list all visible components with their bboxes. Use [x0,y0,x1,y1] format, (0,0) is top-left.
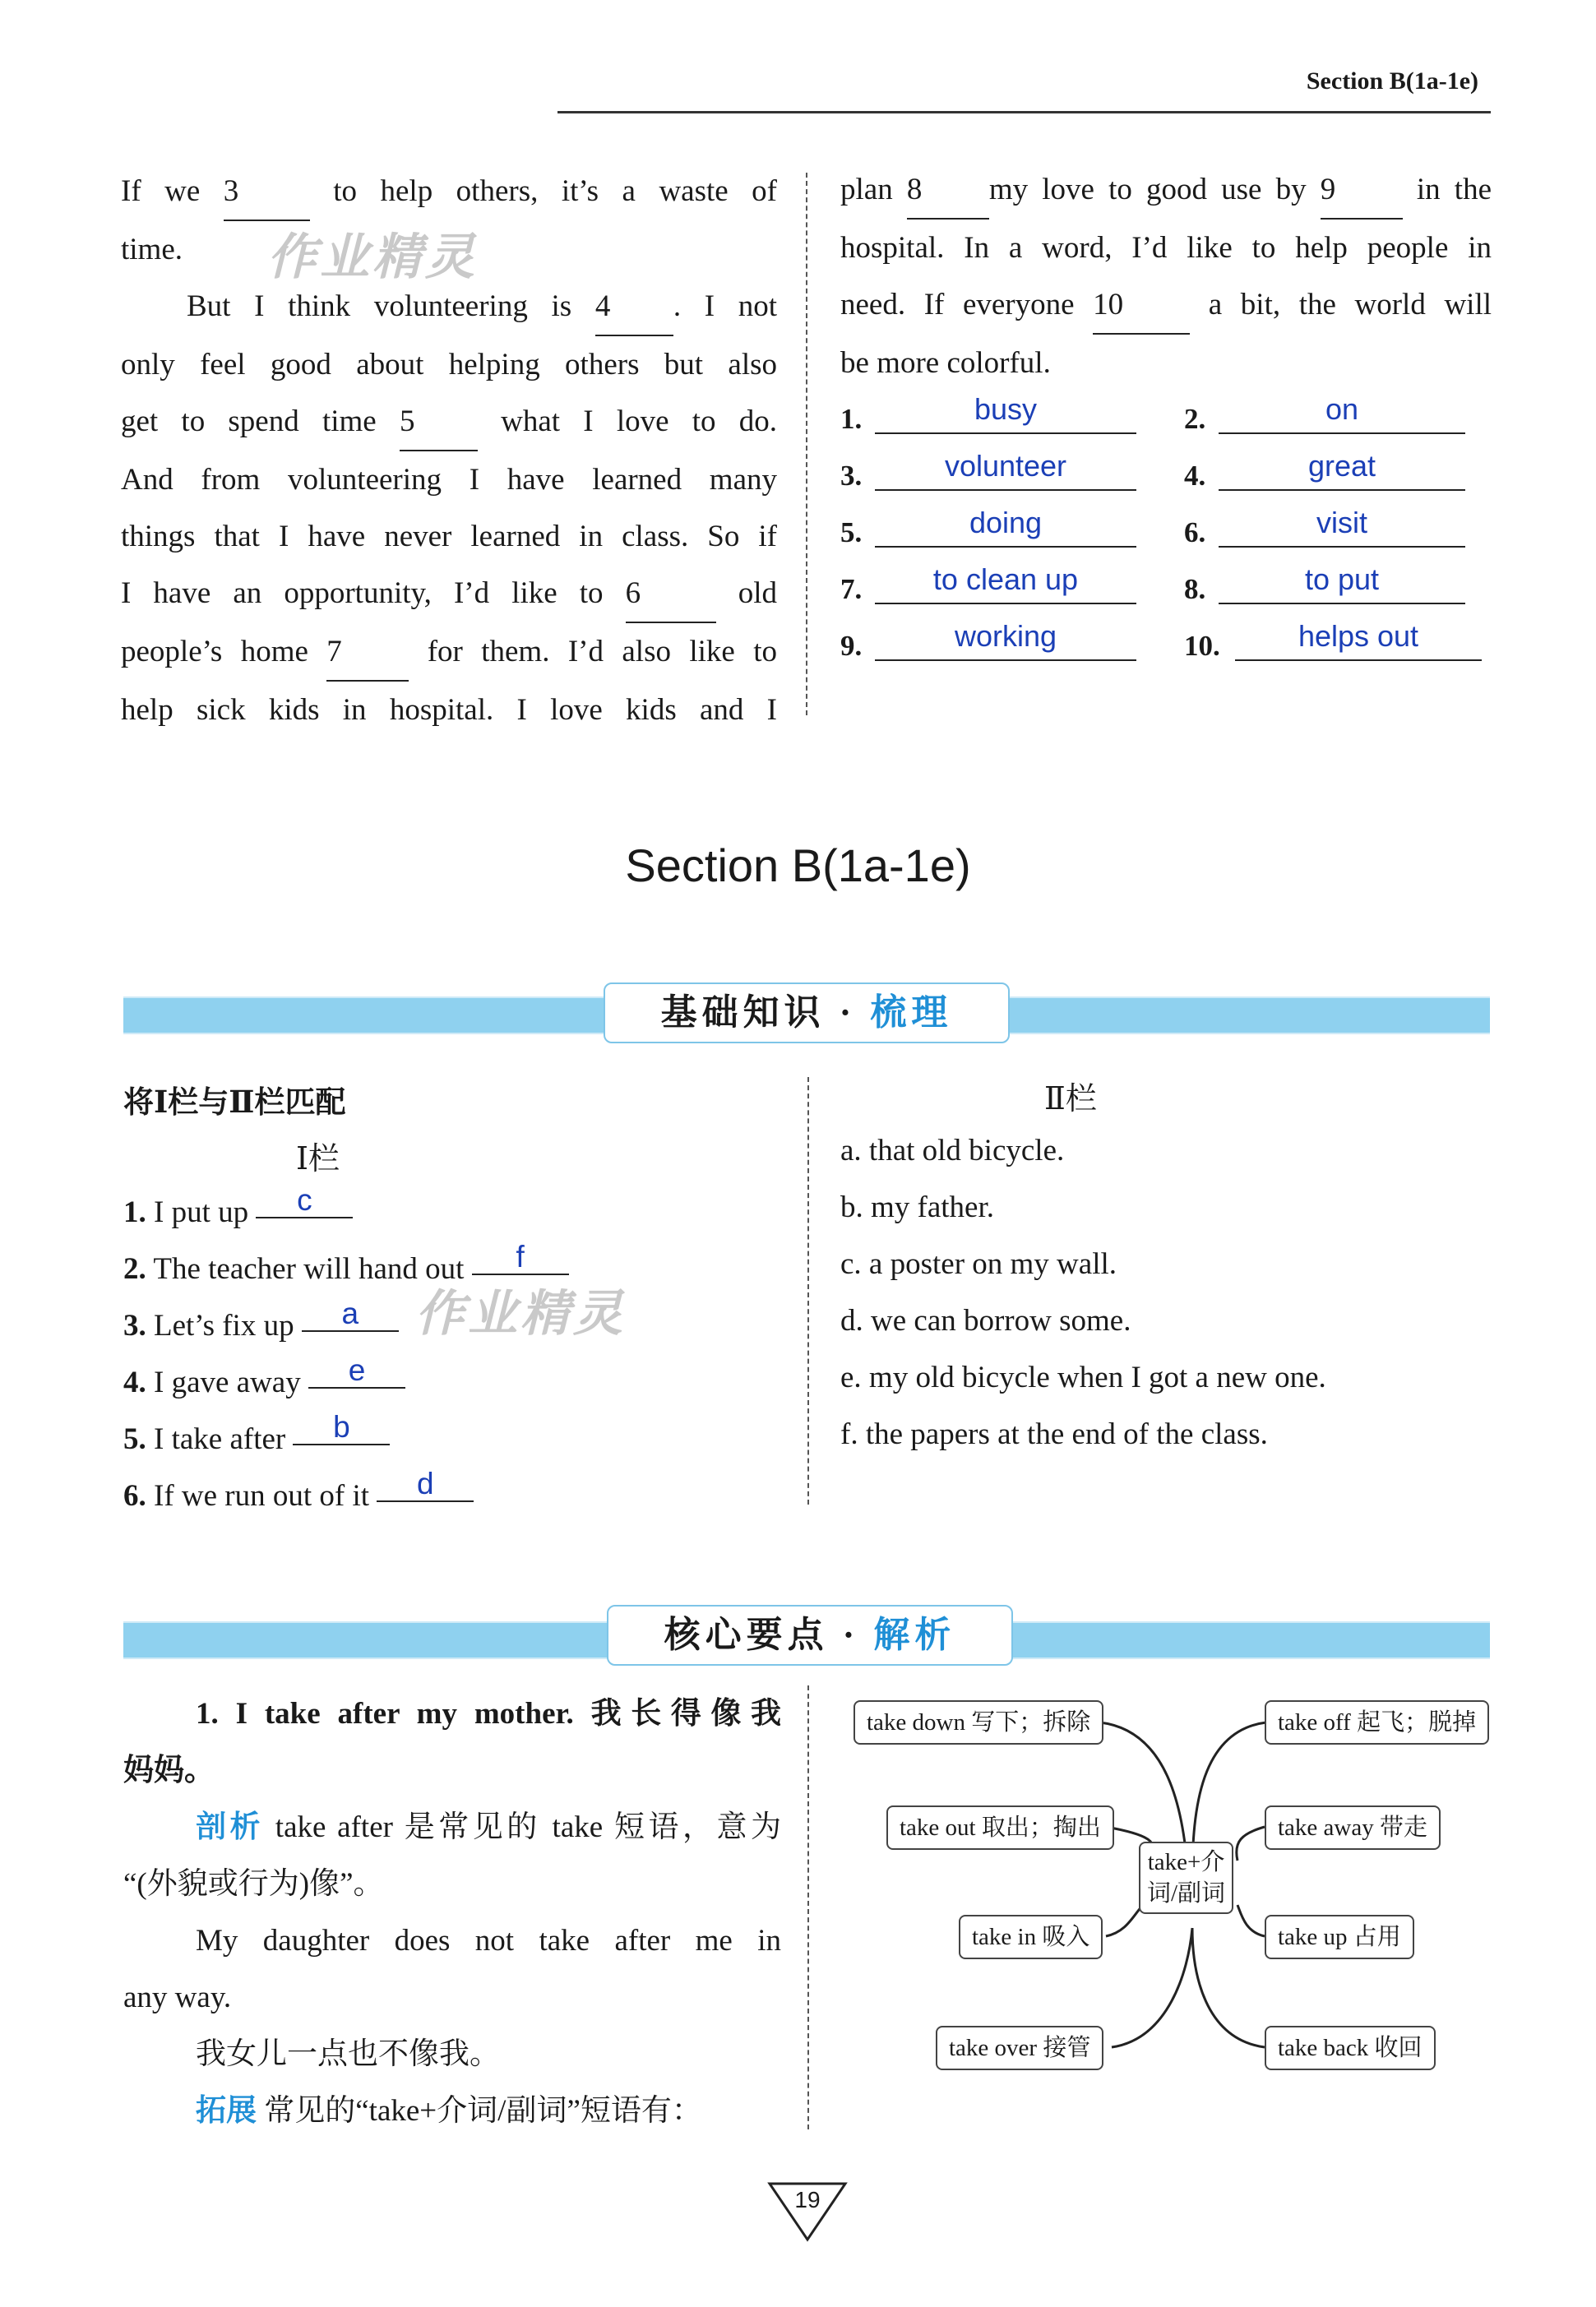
column-divider [806,173,807,715]
analysis-block [123,1685,781,2139]
answer-item: 10. helps out [1184,613,1505,670]
banner-title: 基础知识 [660,992,826,1033]
answer-item: 8. to put [1184,557,1505,613]
blank-10: 10 [1093,276,1190,335]
match-option: a. that old bicycle. [840,1134,1065,1167]
section-title: Section B(1a-1e) [625,839,971,891]
watermark: 作业精灵 [415,1285,626,1343]
analysis-tag: 剖析 [196,1810,265,1844]
passage-line: If we 3 to help others, it’s a waste of [121,163,777,221]
blank-6: 6 [626,565,716,623]
passage-line: time. [121,233,183,266]
example-sentence-cont: any way. [123,1981,232,2014]
blank-8: 8 [907,161,989,220]
answer-item: 4. great [1184,443,1505,500]
answer-item: 6. visit [1184,500,1505,557]
banner-title-box: 基础知识 · 梳理 [604,982,1010,1043]
passage-right-column [840,161,1492,391]
mindmap-node: take down 写下；拆除 [854,1700,1103,1745]
mindmap-node: take up 占用 [1265,1915,1414,1959]
match-option: e. my old bicycle when I got a new one. [840,1361,1326,1394]
column-divider [807,1685,809,2129]
column-2-title: Ⅱ栏 [1044,1082,1097,1117]
matching-instruction: 将Ⅰ栏与Ⅱ栏匹配 [123,1086,346,1120]
example-translation: 我女儿一点也不像我。 [196,2037,500,2071]
column-1-title: Ⅰ栏 [296,1142,340,1177]
header-rule [557,111,1491,113]
match-item: 5. I take after b [123,1411,569,1468]
key-point-title: 1. I take after my mother. 我长得像我 [196,1697,782,1731]
extension-line: 拓展 常见的“take+介词/副词”短语有： [196,2094,702,2128]
match-option: c. a poster on my wall. [840,1247,1117,1281]
running-header: Section B(1a-1e) [1306,67,1478,95]
match-option: b. my father. [840,1190,995,1224]
mindmap-node: take over 接管 [936,2026,1103,2070]
passage-line: And from volunteering I have learned many [121,463,777,497]
passage-line: help sick kids in hospital. I love kids and I [121,693,777,727]
answer-item: 9. working [840,613,1161,670]
analysis-explain-cont: “(外貌或行为)像”。 [123,1867,384,1901]
blank-3: 3 [224,163,310,221]
passage-line: get to spend time 5 what I love to do. [121,393,777,451]
passage-line: plan 8 my love to good use by 9 in the [840,161,1492,220]
passage-line: I have an opportunity, I’d like to 6 old [121,565,777,623]
passage-left-column [121,163,777,738]
mindmap-center: take+介 词/副词 [1139,1842,1233,1914]
passage-line: only feel good about helping others but also [121,348,777,381]
example-sentence: My daughter does not take after me in [196,1924,781,1958]
passage-line: be more colorful. [840,346,1051,380]
banner-title: 核心要点 [664,1615,829,1655]
match-option: d. we can borrow some. [840,1304,1131,1338]
banner-subtitle: 解析 [873,1615,956,1655]
match-option: f. the papers at the end of the class. [840,1417,1268,1451]
banner-title-box: 核心要点 · 解析 [607,1605,1013,1666]
answer-item: 2. on [1184,386,1505,443]
answer-item: 1. busy [840,386,1161,443]
mindmap-node: take in 吸入 [959,1915,1103,1959]
analysis-explain: 剖析 take after 是常见的 take 短语，意为 [196,1810,781,1844]
matching-column-2 [840,1122,1326,1463]
key-point-title-cont: 妈妈。 [123,1754,215,1787]
match-item: 6. If we run out of it d [123,1468,569,1524]
matching-column-1 [123,1184,569,1524]
blank-9: 9 [1321,161,1403,220]
passage-line: hospital. In a word, I’d like to help people in [840,231,1492,265]
mindmap-node: take away 带走 [1265,1805,1441,1850]
mindmap-node: take off 起飞；脱掉 [1265,1700,1489,1745]
answer-item: 5. doing [840,500,1161,557]
blank-5: 5 [400,393,478,451]
blank-7: 7 [326,623,409,682]
column-divider [807,1077,809,1505]
answer-item: 3. volunteer [840,443,1161,500]
passage-line: people’s home 7 for them. I’d also like to [121,623,777,682]
page-number: 19 [794,2187,821,2212]
mindmap-node: take back 收回 [1265,2026,1436,2070]
match-item: 1. I put up c [123,1184,569,1241]
passage-line: things that I have never learned in class. So if [121,520,777,553]
answer-item: 7. to clean up [840,557,1161,613]
match-item: 2. The teacher will hand out f [123,1241,569,1297]
watermark: 作业精灵 [267,229,478,286]
match-item: 4. I gave away e [123,1354,569,1411]
mindmap-node: take out 取出；掏出 [886,1805,1114,1850]
passage-line: But I think volunteering is 4 . I not [121,278,777,336]
blank-4: 4 [595,278,673,336]
passage-line: need. If everyone 10 a bit, the world will [840,276,1492,335]
banner-subtitle: 梳理 [870,992,953,1033]
extension-tag: 拓展 [196,2094,257,2128]
match-item: 3. Let’s fix up a [123,1297,569,1354]
